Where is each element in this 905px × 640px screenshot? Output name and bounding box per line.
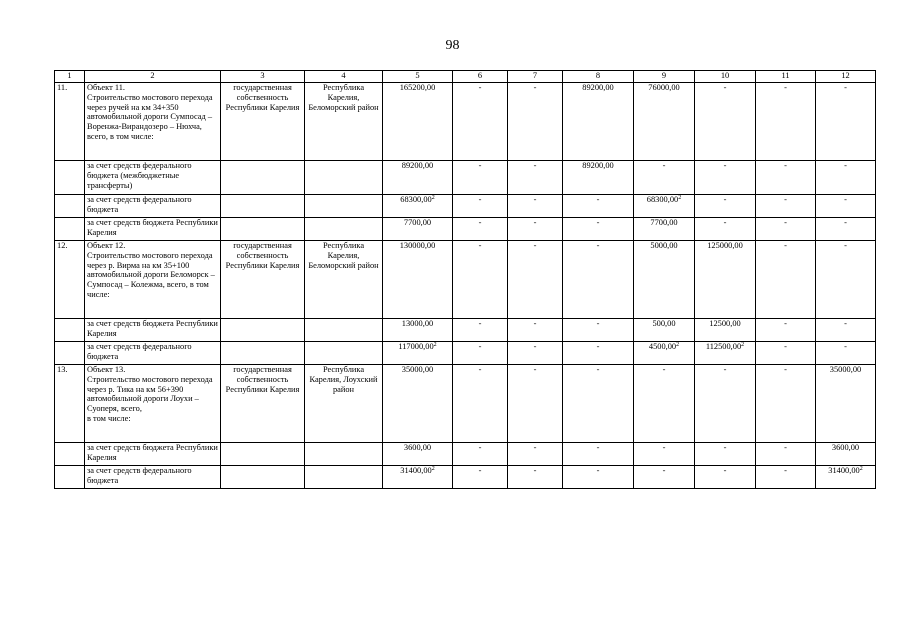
object-name xyxy=(85,241,221,319)
value-col-12-text: 31400,00 xyxy=(828,466,860,475)
value-col-8-text: - xyxy=(596,319,600,328)
value-col-10-text: - xyxy=(723,466,727,475)
footnote-marker: 2 xyxy=(433,342,437,348)
column-number-row xyxy=(55,71,876,83)
value-col-11 xyxy=(756,365,816,443)
value-col-5-text: 165200,00 xyxy=(399,83,436,92)
object-name-text: Объект 11. Строительство мостового перехода через ручей на км 34+350 автомобильной дороги Сумпосад – Воренжа-Вирандозеро – Нюхча, всего, в том числе: xyxy=(87,83,213,141)
value-col-8-text: 89200,00 xyxy=(582,161,614,170)
value-col-9-text: 68300,00 xyxy=(646,195,679,204)
value-col-11-text: - xyxy=(784,161,787,170)
value-col-11-text: - xyxy=(784,241,787,250)
value-col-11-text: - xyxy=(784,443,787,452)
value-col-11-text: - xyxy=(784,365,787,374)
value-col-8-text: - xyxy=(596,241,600,250)
value-col-5-text: 130000,00 xyxy=(399,241,436,250)
value-col-5 xyxy=(383,443,453,466)
row-number-text: 13. xyxy=(57,365,68,374)
value-col-12-text: - xyxy=(844,195,847,204)
value-col-7 xyxy=(508,161,563,195)
value-col-9 xyxy=(634,241,695,319)
value-col-10 xyxy=(695,319,756,342)
value-col-8 xyxy=(563,466,634,489)
row-number-empty xyxy=(55,195,85,218)
value-col-11-text: - xyxy=(784,342,787,351)
value-col-11-text: - xyxy=(784,83,787,92)
value-col-8-text: 89200,00 xyxy=(582,83,614,92)
value-col-6-text: - xyxy=(478,83,482,92)
value-col-7 xyxy=(508,241,563,319)
object-row xyxy=(55,365,876,443)
value-col-6-text: - xyxy=(478,195,482,204)
column-number-4: 4 xyxy=(305,71,383,83)
row-number xyxy=(55,241,85,319)
funding-source-row xyxy=(55,218,876,241)
value-col-11 xyxy=(756,241,816,319)
value-col-8 xyxy=(563,319,634,342)
value-col-7-text: - xyxy=(533,443,537,452)
funding-source-row xyxy=(55,443,876,466)
value-col-9 xyxy=(634,443,695,466)
value-col-12 xyxy=(816,466,876,489)
value-col-7-text: - xyxy=(533,83,537,92)
value-col-9 xyxy=(634,218,695,241)
column-number-1: 1 xyxy=(55,71,85,83)
value-col-12-text: - xyxy=(844,218,847,227)
value-col-6 xyxy=(453,83,508,161)
value-col-10 xyxy=(695,195,756,218)
ownership xyxy=(221,365,305,443)
ownership xyxy=(221,83,305,161)
object-row xyxy=(55,83,876,161)
location xyxy=(305,365,383,443)
value-col-6 xyxy=(453,443,508,466)
value-col-9-text: - xyxy=(662,161,666,170)
ownership-empty xyxy=(221,466,305,489)
value-col-10 xyxy=(695,83,756,161)
value-col-9 xyxy=(634,83,695,161)
value-col-10-text: - xyxy=(723,161,727,170)
value-col-7-text: - xyxy=(533,319,537,328)
value-col-6 xyxy=(453,161,508,195)
ownership xyxy=(221,241,305,319)
value-col-8-text: - xyxy=(596,195,600,204)
value-col-12 xyxy=(816,218,876,241)
footnote-marker: 2 xyxy=(431,195,435,201)
value-col-11-text: - xyxy=(784,466,787,475)
column-number-10: 10 xyxy=(695,71,756,83)
value-col-8-text: - xyxy=(596,342,600,351)
funding-source-row xyxy=(55,466,876,489)
value-col-9-text: - xyxy=(662,365,666,374)
value-col-12-text: - xyxy=(844,161,847,170)
location-empty xyxy=(305,161,383,195)
value-col-11 xyxy=(756,319,816,342)
column-number-8: 8 xyxy=(563,71,634,83)
column-number-5: 5 xyxy=(383,71,453,83)
value-col-9-text: 4500,00 xyxy=(648,342,677,351)
footnote-marker: 2 xyxy=(678,195,682,201)
value-col-7 xyxy=(508,466,563,489)
row-number-empty xyxy=(55,466,85,489)
value-col-7 xyxy=(508,365,563,443)
ownership-empty xyxy=(221,161,305,195)
funding-source-row xyxy=(55,161,876,195)
value-col-5 xyxy=(383,466,453,489)
value-col-12-text: - xyxy=(844,342,847,351)
value-col-11 xyxy=(756,466,816,489)
value-col-10-text: - xyxy=(723,195,727,204)
value-col-6 xyxy=(453,365,508,443)
value-col-7-text: - xyxy=(533,241,537,250)
value-col-7 xyxy=(508,443,563,466)
value-col-5 xyxy=(383,195,453,218)
value-col-11-text: - xyxy=(784,319,787,328)
value-col-11 xyxy=(756,161,816,195)
value-col-5-text: 68300,00 xyxy=(400,195,432,204)
page-number: 98 xyxy=(445,38,460,53)
location-empty xyxy=(305,218,383,241)
location-text: Республика Карелия, Беломорский район xyxy=(308,83,379,112)
value-col-9-text: 7700,00 xyxy=(650,218,678,227)
value-col-5-text: 3600,00 xyxy=(403,443,432,452)
value-col-9-text: 76000,00 xyxy=(648,83,680,92)
location-text: Республика Карелия, Лоухский район xyxy=(309,365,378,394)
value-col-12 xyxy=(816,161,876,195)
ownership-empty xyxy=(221,195,305,218)
value-col-12 xyxy=(816,443,876,466)
value-col-5 xyxy=(383,342,453,365)
funding-source-row xyxy=(55,195,876,218)
funding-source-row xyxy=(55,319,876,342)
value-col-7 xyxy=(508,195,563,218)
value-col-7-text: - xyxy=(533,466,537,475)
value-col-12-text: 35000,00 xyxy=(829,365,862,374)
value-col-8-text: - xyxy=(596,218,600,227)
value-col-9 xyxy=(634,195,695,218)
value-col-12 xyxy=(816,241,876,319)
value-col-10 xyxy=(695,365,756,443)
value-col-10-text: - xyxy=(723,83,727,92)
value-col-11 xyxy=(756,218,816,241)
value-col-9 xyxy=(634,342,695,365)
funding-source-text: за счет средств федерального бюджета xyxy=(87,342,192,361)
row-number-empty xyxy=(55,342,85,365)
value-col-6 xyxy=(453,241,508,319)
column-number-11: 11 xyxy=(756,71,816,83)
location-empty xyxy=(305,443,383,466)
value-col-8 xyxy=(563,342,634,365)
value-col-6 xyxy=(453,195,508,218)
value-col-10-text: 125000,00 xyxy=(707,241,743,250)
funding-source-row xyxy=(55,342,876,365)
funding-source-text: за счет средств бюджета Республики Карелия xyxy=(87,218,218,237)
value-col-10-text: - xyxy=(723,443,727,452)
value-col-6-text: - xyxy=(478,466,482,475)
ownership-empty xyxy=(221,218,305,241)
value-col-5-text: 7700,00 xyxy=(403,218,432,227)
object-row xyxy=(55,241,876,319)
row-number-text: 11. xyxy=(57,83,68,92)
ownership-text: государственная собственность Республики Карелия xyxy=(225,241,300,270)
value-col-8 xyxy=(563,218,634,241)
object-name xyxy=(85,83,221,161)
ownership-text: государственная собственность Республики Карелия xyxy=(225,365,300,394)
row-number-empty xyxy=(55,319,85,342)
value-col-12 xyxy=(816,83,876,161)
location-text: Республика Карелия, Беломорский район xyxy=(308,241,379,270)
location-empty xyxy=(305,342,383,365)
value-col-9-text: - xyxy=(662,443,666,452)
location-empty xyxy=(305,466,383,489)
object-name xyxy=(85,365,221,443)
ownership-empty xyxy=(221,443,305,466)
ownership-empty xyxy=(221,342,305,365)
value-col-5-text: 89200,00 xyxy=(401,161,434,170)
funding-source xyxy=(85,195,221,218)
value-col-12-text: - xyxy=(844,83,847,92)
value-col-11 xyxy=(756,195,816,218)
location-empty xyxy=(305,195,383,218)
value-col-8-text: - xyxy=(596,443,600,452)
value-col-8-text: - xyxy=(596,466,600,475)
value-col-5-text: 31400,00 xyxy=(400,466,432,475)
value-col-8 xyxy=(563,443,634,466)
value-col-12-text: - xyxy=(844,241,847,250)
value-col-12 xyxy=(816,365,876,443)
value-col-10 xyxy=(695,161,756,195)
row-number-text: 12. xyxy=(57,241,68,250)
ownership-empty xyxy=(221,319,305,342)
value-col-6-text: - xyxy=(478,365,482,374)
funding-source xyxy=(85,342,221,365)
budget-table xyxy=(54,70,876,489)
value-col-6 xyxy=(453,466,508,489)
row-number xyxy=(55,83,85,161)
value-col-8 xyxy=(563,365,634,443)
value-col-9 xyxy=(634,319,695,342)
value-col-5-text: 13000,00 xyxy=(401,319,434,328)
value-col-7 xyxy=(508,83,563,161)
row-number-empty xyxy=(55,218,85,241)
row-number-empty xyxy=(55,161,85,195)
value-col-6-text: - xyxy=(478,241,482,250)
value-col-7-text: - xyxy=(533,365,537,374)
value-col-6 xyxy=(453,218,508,241)
funding-source xyxy=(85,466,221,489)
column-number-6: 6 xyxy=(453,71,508,83)
footnote-marker: 2 xyxy=(431,466,435,472)
value-col-10-text: - xyxy=(723,365,727,374)
value-col-6-text: - xyxy=(478,161,482,170)
value-col-5 xyxy=(383,319,453,342)
funding-source xyxy=(85,443,221,466)
value-col-11-text: - xyxy=(784,218,787,227)
value-col-10 xyxy=(695,241,756,319)
funding-source xyxy=(85,161,221,195)
funding-source xyxy=(85,319,221,342)
row-number xyxy=(55,365,85,443)
location-empty xyxy=(305,319,383,342)
ownership-text: государственная собственность Республики Карелия xyxy=(225,83,300,112)
column-number-12: 12 xyxy=(816,71,876,83)
location xyxy=(305,241,383,319)
footnote-marker: 2 xyxy=(859,466,863,472)
value-col-5 xyxy=(383,218,453,241)
row-number-empty xyxy=(55,443,85,466)
funding-source-text: за счет средств федерального бюджета (межбюджетные трансферты) xyxy=(87,161,192,190)
value-col-9-text: 5000,00 xyxy=(650,241,678,250)
value-col-12 xyxy=(816,195,876,218)
column-number-7: 7 xyxy=(508,71,563,83)
value-col-6-text: - xyxy=(478,342,482,351)
value-col-5-text: 117000,00 xyxy=(398,342,434,351)
value-col-9-text: - xyxy=(662,466,666,475)
value-col-11 xyxy=(756,342,816,365)
funding-source-text: за счет средств федерального бюджета xyxy=(87,195,192,214)
funding-source-text: за счет средств федерального бюджета xyxy=(87,466,192,485)
column-number-9: 9 xyxy=(634,71,695,83)
value-col-7 xyxy=(508,218,563,241)
value-col-7-text: - xyxy=(533,195,537,204)
value-col-11-text: - xyxy=(784,195,787,204)
value-col-7 xyxy=(508,342,563,365)
value-col-7-text: - xyxy=(533,218,537,227)
value-col-5 xyxy=(383,241,453,319)
value-col-10 xyxy=(695,466,756,489)
value-col-12-text: - xyxy=(844,319,847,328)
value-col-6 xyxy=(453,319,508,342)
value-col-6-text: - xyxy=(478,218,482,227)
value-col-7 xyxy=(508,319,563,342)
value-col-7-text: - xyxy=(533,161,537,170)
value-col-8-text: - xyxy=(596,365,600,374)
value-col-12 xyxy=(816,319,876,342)
value-col-6-text: - xyxy=(478,443,482,452)
value-col-8 xyxy=(563,195,634,218)
funding-source-text: за счет средств бюджета Республики Карелия xyxy=(87,319,218,338)
value-col-11 xyxy=(756,83,816,161)
value-col-6-text: - xyxy=(478,319,482,328)
value-col-10-text: - xyxy=(723,218,727,227)
column-number-2: 2 xyxy=(85,71,221,83)
object-name-text: Объект 13. Строительство мостового перехода через р. Тика на км 56+390 автомобильной дороги Лоухи – Суоперя, всего, в том числе: xyxy=(87,365,213,423)
value-col-10 xyxy=(695,443,756,466)
value-col-10 xyxy=(695,218,756,241)
footnote-marker: 2 xyxy=(741,342,745,348)
value-col-9 xyxy=(634,466,695,489)
value-col-10-text: 112500,00 xyxy=(705,342,742,351)
value-col-5-text: 35000,00 xyxy=(401,365,434,374)
object-name-text: Объект 12. Строительство мостового перехода через р. Вирма на км 35+100 автомобильной дороги Беломорск – Сумпосад – Колежма, всего, в том числе: xyxy=(87,241,215,299)
location xyxy=(305,83,383,161)
footnote-marker: 2 xyxy=(676,342,680,348)
value-col-12 xyxy=(816,342,876,365)
value-col-5 xyxy=(383,83,453,161)
column-number-3: 3 xyxy=(221,71,305,83)
funding-source xyxy=(85,218,221,241)
value-col-8 xyxy=(563,241,634,319)
value-col-5 xyxy=(383,161,453,195)
value-col-12-text: 3600,00 xyxy=(831,443,860,452)
value-col-5 xyxy=(383,365,453,443)
value-col-8 xyxy=(563,161,634,195)
value-col-10 xyxy=(695,342,756,365)
funding-source-text: за счет средств бюджета Республики Карелия xyxy=(87,443,218,462)
value-col-8 xyxy=(563,83,634,161)
value-col-6 xyxy=(453,342,508,365)
value-col-9-text: 500,00 xyxy=(652,319,676,328)
value-col-7-text: - xyxy=(533,342,537,351)
value-col-9 xyxy=(634,161,695,195)
value-col-10-text: 12500,00 xyxy=(709,319,741,328)
value-col-11 xyxy=(756,443,816,466)
value-col-9 xyxy=(634,365,695,443)
